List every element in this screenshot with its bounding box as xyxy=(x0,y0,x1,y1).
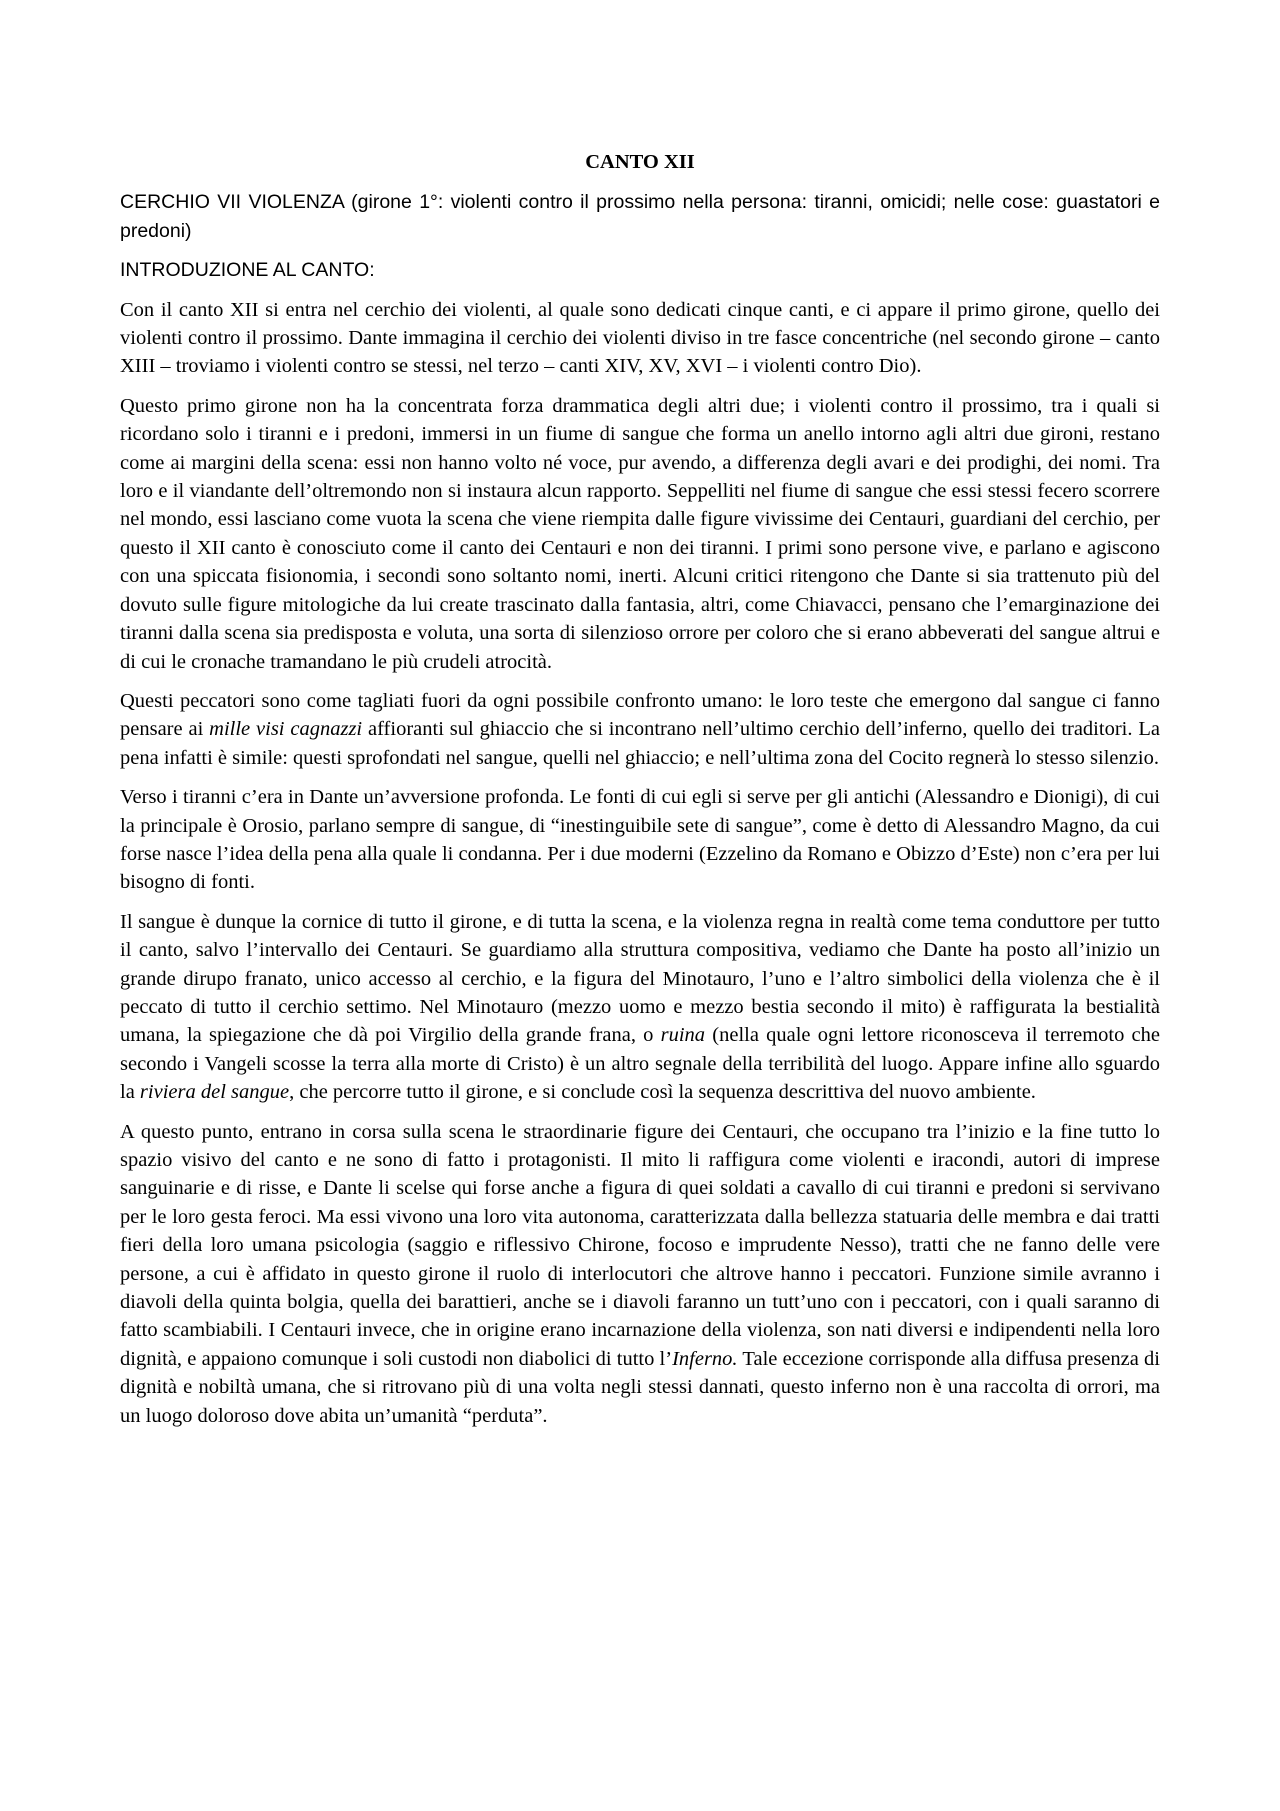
paragraph-3 xyxy=(120,687,1160,772)
paragraph-6-text-b: Tale eccezione corrisponde alla diffusa presenza di dignità e nobiltà umana, che si ritrovano più di una volta negli stessi dannati, questo inferno non è una raccolta di orrori, ma un luogo doloroso dove abita un’umanità “perduta”. xyxy=(120,1347,1160,1427)
page-title: CANTO XII xyxy=(585,151,695,173)
paragraph-3-text-b: affioranti sul ghiaccio che si incontrano nell’ultimo cerchio dell’inferno, quello dei traditori. La pena infatti è simile: questi sprofondati nel sangue, quelli nel ghiaccio; e nell’ultima zona del Cocito regnerà lo stesso silenzio. xyxy=(120,718,1160,769)
paragraph-6 xyxy=(120,1118,1160,1430)
paragraph-6-italic: Inferno. xyxy=(672,1347,738,1370)
paragraph-4: Verso i tiranni c’era in Dante un’avversione profonda. Le fonti di cui egli si serve per gli antichi (Alessandro e Dionigi), di cui la principale è Orosio, parlano sempre di sangue, di “inestinguibile sete di sangue”, come è detto di Alessandro Magno, da cui forse nasce l’idea della pena alla quale li condanna. Per i due moderni (Ezzelino da Romano e Obizzo d’Este) non c’era per lui bisogno di fonti. xyxy=(120,786,1160,894)
paragraph-5-text-c: , che percorre tutto il girone, e si conclude così la sequenza descrittiva del nuovo ambiente. xyxy=(289,1081,1036,1104)
paragraph-5-italic-2: riviera del sangue xyxy=(139,1081,290,1104)
circle-heading: CERCHIO VII VIOLENZA (girone 1°: violenti contro il prossimo nella persona: tiranni, omicidi; nelle cose: guastatori e predoni) xyxy=(120,191,1160,242)
paragraph-5-text-a: Il sangue è dunque la cornice di tutto il girone, e di tutta la scena, e la violenza regna in realtà come tema conduttore per tutto il canto, salvo l’intervallo dei Centauri. Se guardiamo alla struttura compositiva, vediamo che Dante ha posto all’inizio un grande dirupo franato, unico accesso al cerchio, e la figura del Minotauro, l’uno e l’altro simbolici della violenza che è il peccato di tutto il cerchio settimo. Nel Minotauro (mezzo uomo e mezzo bestia secondo il mito) è raffigurata la bestialità umana, la spiegazione che dà poi Virgilio della grande frana, o xyxy=(120,910,1160,1047)
paragraph-6-text-a: A questo punto, entrano in corsa sulla scena le straordinarie figure dei Centauri, che occupano tra l’inizio e la fine tutto lo spazio visivo del canto e ne sono di fatto i protagonisti. Il mito li raffigura come violenti e iracondi, autori di imprese sanguinarie e di risse, e Dante li scelse qui forse anche a figura di quei soldati a cavallo di cui tiranni e predoni si servivano per le loro gesta feroci. Ma essi vivono una loro vita autonoma, caratterizzata dalla bellezza statuaria delle membra e dai tratti fieri della loro umana psicologia (saggio e riflessivo Chirone, focoso e imprudente Nesso), tratti che ne fanno delle vere persone, a cui è affidato in questo girone il ruolo di interlocutori che altrove hanno i peccatori. Funzione simile avranno i diavoli della quinta bolgia, quella dei barattieri, anche se i diavoli faranno un tutt’uno con i peccatori, con i quali saranno di fatto scambiabili. I Centauri invece, che in origine erano incarnazione della violenza, son nati diversi e indipendenti nella loro dignità, e appaiono comunque i soli custodi non diabolici di tutto l’ xyxy=(120,1120,1160,1370)
paragraph-5 xyxy=(120,908,1160,1107)
paragraph-3-text-a: Questi peccatori sono come tagliati fuori da ogni possibile confronto umano: le loro teste che emergono dal sangue ci fanno pensare ai xyxy=(120,689,1160,741)
paragraph-3-italic: mille visi cagnazzi xyxy=(209,718,363,741)
document-page xyxy=(120,148,1160,1441)
paragraph-1: Con il canto XII si entra nel cerchio dei violenti, al quale sono dedicati cinque canti, e ci appare il primo girone, quello dei violenti contro il prossimo. Dante immagina il cerchio dei violenti diviso in tre fasce concentriche (nel secondo girone – canto XIII – troviamo i violenti contro se stessi, nel terzo – canti XIV, XV, XVI – i violenti contro Dio). xyxy=(120,298,1160,378)
intro-heading: INTRODUZIONE AL CANTO: xyxy=(120,259,375,282)
paragraph-5-italic-1: ruina xyxy=(660,1024,706,1047)
paragraph-5-text-b: (nella quale ogni lettore riconosceva il terremoto che secondo i Vangeli scosse la terra alla morte di Cristo) è un altro segnale della terribilità del luogo. Appare infine allo sguardo la xyxy=(120,1024,1160,1104)
paragraph-2: Questo primo girone non ha la concentrata forza drammatica degli altri due; i violenti contro il prossimo, tra i quali si ricordano solo i tiranni e i predoni, immersi in un fiume di sangue che forma un anello intorno agli altri due gironi, restano come ai margini della scena: essi non hanno volto né voce, pur avendo, a differenza degli avari e dei prodighi, dei nomi. Tra loro e il viandante dell’oltremondo non si instaura alcun rapporto. Seppelliti nel fiume di sangue che essi stessi fecero scorrere nel mondo, essi lasciano come vuota la scena che viene riempita dalle figure vivissime dei Centauri, guardiani del cerchio, per questo il XII canto è conosciuto come il canto dei Centauri e non dei tiranni. I primi sono persone vive, e parlano e agiscono con una spiccata fisionomia, i secondi sono soltanto nomi, inerti. Alcuni critici ritengono che Dante si sia trattenuto più del dovuto sulle figure mitologiche da lui create trascinato dalla fantasia, altri, come Chiavacci, pensano che l’emarginazione dei tiranni dalla scena sia predisposta e voluta, una sorta di silenzioso orrore per coloro che si erano abbeverati del sangue altrui e di cui le cronache tramandano le più crudeli atrocità. xyxy=(120,394,1160,673)
